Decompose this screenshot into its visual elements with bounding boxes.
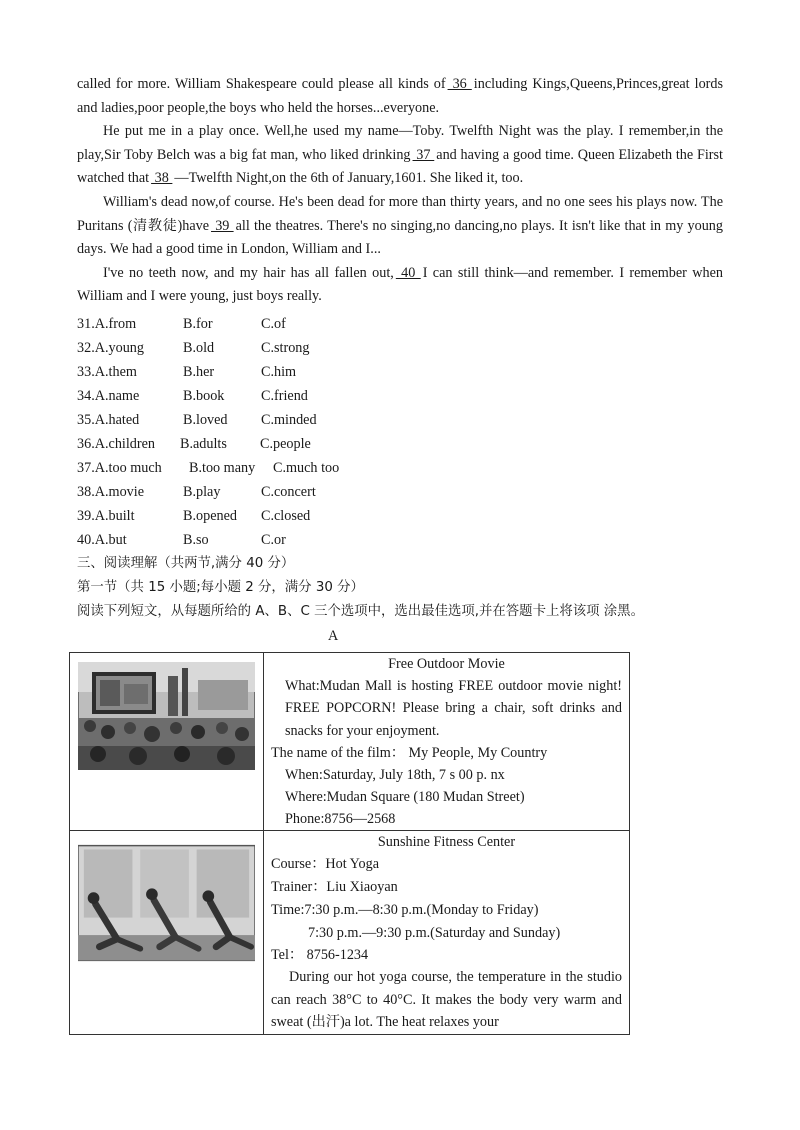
- passage-paragraph-3: [77, 262, 723, 309]
- option-c: C.minded: [261, 412, 317, 428]
- yoga-ad-description: During our hot yoga course, the temperature in the studio can reach 38°C to 40°C. It makes the body very warm and sweat (出汗)a lot. The heat relaxes your: [271, 969, 622, 1031]
- movie-ad-film: The name of the film： My People, My Country: [271, 745, 548, 762]
- movie-ad-what-text: What:Mudan Mall is hosting FREE outdoor movie night! FREE POPCORN! Please bring a chair, soft drinks and snacks for your enjoyment.: [285, 678, 622, 739]
- yoga-ad-time-weekend: 7:30 p.m.—9:30 p.m.(Saturday and Sunday): [308, 925, 561, 942]
- ad-row-movie: [70, 653, 630, 831]
- option-row-40: [77, 528, 477, 552]
- outdoor-movie-photo: [78, 662, 255, 770]
- option-b: B.old: [183, 340, 215, 356]
- passage-text: including Kings,Queens,Princes,great lords and ladies,poor people,the boys who held the horses...everyone.: [77, 76, 724, 116]
- yoga-ad-tel: Tel： 8756-1234: [271, 947, 369, 964]
- option-c: C.closed: [261, 508, 311, 524]
- yoga-ad-text: [264, 831, 630, 1035]
- passage-text: I can still think—and remember. I remember when William and I were young, just boys really.: [77, 264, 723, 305]
- option-a: 32.A.young: [77, 340, 144, 356]
- option-a: 37.A.too much: [77, 460, 162, 476]
- blank-39: 39: [211, 217, 234, 234]
- option-row-37: [77, 456, 477, 480]
- passage-text: I've no teeth now, and my hair has all fallen out,: [103, 264, 394, 281]
- section-instruction: 阅读下列短文，从每题所给的 A、B、C 三个选项中，选出最佳选项,并在答题卡上将该项 涂黑。: [77, 604, 644, 619]
- option-c: C.friend: [261, 388, 308, 404]
- option-a: 36.A.children: [77, 436, 156, 452]
- movie-ad-what: [271, 675, 622, 742]
- passage-text: —Twelfth Night,on the 6th of January,1601. She liked it, too.: [174, 170, 524, 187]
- option-c: C.strong: [261, 340, 310, 356]
- option-b: B.adults: [180, 436, 227, 452]
- movie-ad-text: [264, 653, 630, 831]
- ads-table: [69, 652, 630, 1035]
- option-b: B.opened: [183, 508, 237, 524]
- yoga-ad-title: Sunshine Fitness Center: [377, 834, 516, 851]
- passage-text: and having a good time. Queen Elizabeth the First watched that: [77, 146, 723, 187]
- passage-text: called for more. William Shakespeare could please all kinds of: [77, 76, 446, 92]
- yoga-photo-cell: [70, 831, 264, 1035]
- blank-37: 37: [412, 146, 435, 163]
- option-a: 38.A.movie: [77, 484, 144, 500]
- option-row-35: [77, 408, 477, 432]
- blank-36: 36: [447, 76, 472, 92]
- passage-text: William's dead now,of course. He's been dead for more than thirty years, and no one sees his plays now. The Puritans (清教徒)have: [77, 193, 723, 234]
- passage-paragraph-1: [77, 120, 723, 191]
- option-c: C.people: [260, 436, 311, 452]
- option-b: B.loved: [183, 412, 228, 428]
- answer-options: [77, 312, 477, 552]
- option-row-31: [77, 312, 477, 336]
- option-a: 33.A.them: [77, 364, 137, 380]
- movie-ad-where: Where:Mudan Square (180 Mudan Street): [285, 789, 525, 806]
- blank-40: 40: [395, 264, 421, 281]
- passage-text: all the theatres. There's no singing,no dancing,no plays. It isn't like that in my young days. We had a good time in London, William and I...: [77, 217, 723, 258]
- section-heading: 三、阅读理解（共两节,满分 40 分）: [77, 556, 295, 571]
- hot-yoga-photo: [78, 844, 255, 962]
- option-a: 34.A.name: [77, 388, 140, 404]
- passage-paragraph-0: [77, 73, 723, 120]
- movie-ad-title: Free Outdoor Movie: [388, 656, 505, 672]
- movie-ad-when: When:Saturday, July 18th, 7 s 00 p. nx: [285, 767, 505, 784]
- passage-text: He put me in a play once. Well,he used my name—Toby. Twelfth Night was the play. I remember,in the play,Sir Toby Belch was a big fat man, who liked drinking: [77, 123, 723, 163]
- option-row-32: [77, 336, 477, 360]
- option-b: B.too many: [189, 460, 256, 476]
- passage-label-a: A: [328, 628, 339, 644]
- option-b: B.so: [183, 532, 209, 548]
- option-a: 31.A.from: [77, 316, 137, 332]
- option-b: B.for: [183, 316, 213, 332]
- option-a: 40.A.but: [77, 532, 127, 548]
- option-b: B.book: [183, 388, 225, 404]
- option-row-34: [77, 384, 477, 408]
- option-row-33: [77, 360, 477, 384]
- yoga-ad-trainer: Trainer：Liu Xiaoyan: [271, 879, 398, 896]
- option-a: 39.A.built: [77, 508, 135, 524]
- option-row-36: [77, 432, 477, 456]
- cloze-passage: [77, 73, 723, 309]
- yoga-ad-course: Course：Hot Yoga: [271, 856, 379, 873]
- section-part-1: 第一节（共 15 小题;每小题 2 分，满分 30 分）: [77, 580, 364, 595]
- option-c: C.concert: [261, 484, 316, 500]
- movie-ad-phone: Phone:8756—2568: [285, 811, 396, 828]
- option-b: B.her: [183, 364, 215, 380]
- option-c: C.or: [261, 532, 286, 548]
- option-c: C.him: [261, 364, 297, 380]
- passage-paragraph-2: [77, 191, 723, 262]
- option-b: B.play: [183, 484, 221, 500]
- option-a: 35.A.hated: [77, 412, 140, 428]
- blank-38: 38: [151, 170, 173, 187]
- yoga-ad-time-weekday: Time:7:30 p.m.—8:30 p.m.(Monday to Friday): [271, 902, 539, 919]
- option-c: C.much too: [273, 460, 340, 476]
- option-c: C.of: [261, 316, 286, 332]
- movie-photo-cell: [70, 653, 264, 831]
- ad-row-yoga: [70, 831, 630, 1035]
- option-row-39: [77, 504, 477, 528]
- option-row-38: [77, 480, 477, 504]
